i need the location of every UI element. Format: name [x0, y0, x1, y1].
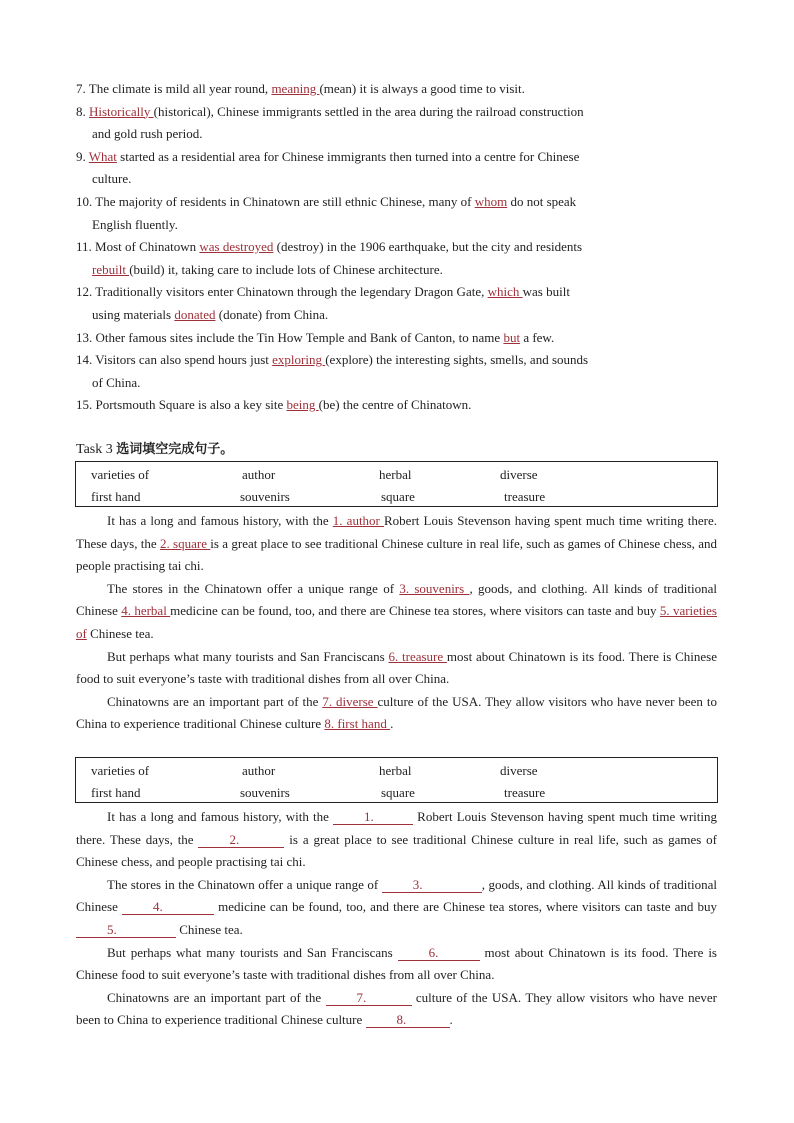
text-run: The stores in the Chinatown offer a unique range of	[107, 580, 400, 596]
word-option: varieties of	[91, 467, 150, 482]
answer-text: was destroyed	[199, 239, 274, 255]
word-option: souvenirs	[240, 785, 290, 800]
answer-text: 8. first hand	[324, 716, 391, 732]
answer-text: donated	[174, 306, 216, 322]
passage-paragraph	[76, 942, 717, 987]
task-3-heading	[76, 440, 233, 460]
text-run: a few.	[520, 329, 555, 345]
text-run: started as a residential area for Chinese immigrants then turned into a centre for Chinese	[116, 148, 580, 164]
answer-text: 1. author	[332, 513, 384, 528]
answer-blank: 7.	[326, 990, 412, 1006]
exercise-item-continuation	[76, 304, 726, 327]
passage-paragraph	[76, 874, 717, 942]
word-box-1	[75, 461, 718, 507]
text-run: (be) the centre of Chinatown.	[318, 397, 472, 413]
answer-blank: 1.	[333, 809, 413, 825]
answer-text: which	[487, 284, 523, 300]
answer-text: whom	[474, 193, 508, 209]
text-run: do not speak	[507, 193, 577, 209]
answer-blank: 2.	[198, 832, 284, 848]
word-option: diverse	[500, 763, 538, 778]
text-run: , goods, and clothing. All kinds of traditional Chinese	[76, 876, 717, 915]
passage-paragraph	[76, 510, 717, 578]
exercise-item-continuation	[76, 214, 726, 237]
passage-paragraph	[76, 646, 717, 691]
text-run: (mean) it is always a good time to visit.	[319, 81, 525, 96]
text-run: culture.	[92, 171, 132, 187]
task-3-instruction: 选词填空完成句子。	[116, 442, 234, 457]
exercise-item	[76, 349, 726, 372]
word-box-2	[75, 757, 718, 803]
answer-text: but	[503, 329, 521, 345]
word-option: square	[381, 489, 415, 504]
text-run: (build) it, taking care to include lots of Chinese architecture.	[129, 261, 443, 277]
exercise-item	[76, 191, 726, 214]
text-run: English fluently.	[92, 216, 178, 232]
answer-text: 7. diverse	[322, 693, 378, 709]
text-run: culture of the USA. They allow visitors who have never been to China to experience traditional Chinese culture	[76, 989, 717, 1028]
text-run: and gold rush period.	[92, 126, 203, 142]
text-run: (destroy) in the 1906 earthquake, but the city and residents	[273, 239, 583, 255]
text-run: Chinese tea.	[86, 625, 154, 641]
text-run: 13. Other famous sites include the Tin How Temple and Bank of Canton, to name	[76, 329, 504, 345]
text-run: (explore) the interesting sights, smells, and sounds	[325, 352, 589, 368]
answer-text: Historically	[89, 103, 154, 119]
text-run: Robert Louis Stevenson having spent much time writing there. These days, the	[76, 809, 717, 847]
text-run: .	[390, 716, 394, 732]
passage-paragraph	[76, 691, 717, 736]
exercise-item	[76, 146, 726, 169]
task-3-label: Task 3	[76, 442, 117, 457]
word-option: treasure	[504, 785, 546, 800]
text-run: medicine can be found, too, and there are Chinese tea stores, where visitors can taste and buy	[170, 603, 660, 619]
text-run: using materials	[92, 306, 175, 322]
answer-text: exploring	[272, 352, 326, 368]
text-run: Chinatowns are an important part of the	[107, 693, 323, 709]
word-option: square	[381, 785, 415, 800]
word-option: souvenirs	[240, 489, 290, 504]
text-run: medicine can be found, too, and there are Chinese tea stores, where visitors can taste and buy	[214, 899, 717, 915]
word-option: first hand	[91, 489, 141, 504]
text-run: The stores in the Chinatown offer a unique range of	[107, 876, 382, 892]
answered-passage	[76, 510, 717, 736]
text-run: 7. The climate is mild all year round,	[76, 81, 272, 96]
answer-text: 6. treasure	[388, 648, 447, 664]
text-run: But perhaps what many tourists and San Franciscans	[107, 944, 398, 960]
answer-blank: 5.	[76, 922, 176, 938]
answer-blank: 3.	[382, 877, 482, 893]
text-run: is a great place to see traditional Chinese culture in real life, such as games of Chinese chess, and people practising tai chi.	[76, 535, 717, 574]
answer-text: 3. souvenirs	[399, 580, 470, 596]
answer-text: being	[286, 397, 319, 413]
text-run: most about Chinatown is its food. There is Chinese food to suit everyone’s taste with traditional dishes from all over China.	[76, 648, 717, 687]
blank-passage	[76, 806, 717, 1032]
word-option: varieties of	[91, 763, 150, 778]
answer-text: What	[88, 148, 117, 164]
answer-blank: 6.	[398, 945, 480, 961]
text-run: It has a long and famous history, with the	[107, 809, 334, 824]
exercise-item	[76, 236, 726, 259]
word-option: first hand	[91, 785, 141, 800]
text-run: is a great place to see traditional Chinese culture in real life, such as games of Chinese chess, and people practising tai chi.	[76, 831, 717, 870]
text-run: Chinese tea.	[176, 921, 243, 937]
text-run: 14. Visitors can also spend hours just	[76, 352, 273, 368]
text-run: .	[449, 1012, 453, 1028]
word-option: herbal	[379, 467, 412, 482]
text-run: of China.	[92, 374, 141, 390]
passage-paragraph	[76, 806, 717, 874]
text-run: 15. Portsmouth Square is also a key site	[76, 397, 287, 413]
answer-text: 2. square	[159, 535, 211, 551]
answer-text: meaning	[271, 81, 320, 96]
word-option: herbal	[379, 763, 412, 778]
answer-text: rebuilt	[92, 261, 130, 277]
exercise-item-continuation	[76, 372, 726, 395]
text-run: It has a long and famous history, with the	[107, 513, 333, 528]
exercise-list	[76, 78, 726, 417]
text-run: 9.	[76, 148, 89, 164]
text-run: 12. Traditionally visitors enter Chinatown through the legendary Dragon Gate,	[76, 284, 488, 300]
text-run: Chinatowns are an important part of the	[107, 989, 326, 1005]
text-run: was built	[522, 284, 570, 300]
text-run: 10. The majority of residents in Chinatown are still ethnic Chinese, many of	[76, 193, 475, 209]
text-run: most about Chinatown is its food. There is Chinese food to suit everyone’s taste with traditional dishes from all over China.	[76, 944, 717, 983]
text-run: culture of the USA. They allow visitors who have never been to China to experience traditional Chinese culture	[76, 693, 717, 732]
word-option: diverse	[500, 467, 538, 482]
exercise-item	[76, 78, 726, 101]
answer-text: 4. herbal	[121, 603, 171, 619]
word-option: treasure	[504, 489, 546, 504]
word-option: author	[242, 467, 276, 482]
word-option: author	[242, 763, 276, 778]
text-run: (donate) from China.	[215, 306, 329, 322]
answer-text: 5. varieties of	[76, 603, 717, 641]
exercise-item	[76, 281, 726, 304]
answer-blank: 4.	[122, 899, 214, 915]
passage-paragraph	[76, 578, 717, 646]
exercise-item	[76, 101, 726, 124]
exercise-item-continuation	[76, 259, 726, 282]
exercise-item-continuation	[76, 168, 726, 191]
text-run: (historical), Chinese immigrants settled in the area during the railroad construction	[153, 103, 584, 119]
passage-paragraph	[76, 987, 717, 1032]
text-run: 8.	[76, 103, 89, 119]
text-run: 11. Most of Chinatown	[76, 239, 200, 255]
text-run: But perhaps what many tourists and San Franciscans	[107, 648, 389, 664]
exercise-item	[76, 394, 726, 417]
answer-blank: 8.	[366, 1012, 450, 1028]
text-run: Robert Louis Stevenson having spent much time writing there. These days, the	[76, 513, 717, 551]
exercise-item	[76, 327, 726, 350]
text-run: , goods, and clothing. All kinds of traditional Chinese	[76, 580, 717, 619]
exercise-item-continuation	[76, 123, 726, 146]
